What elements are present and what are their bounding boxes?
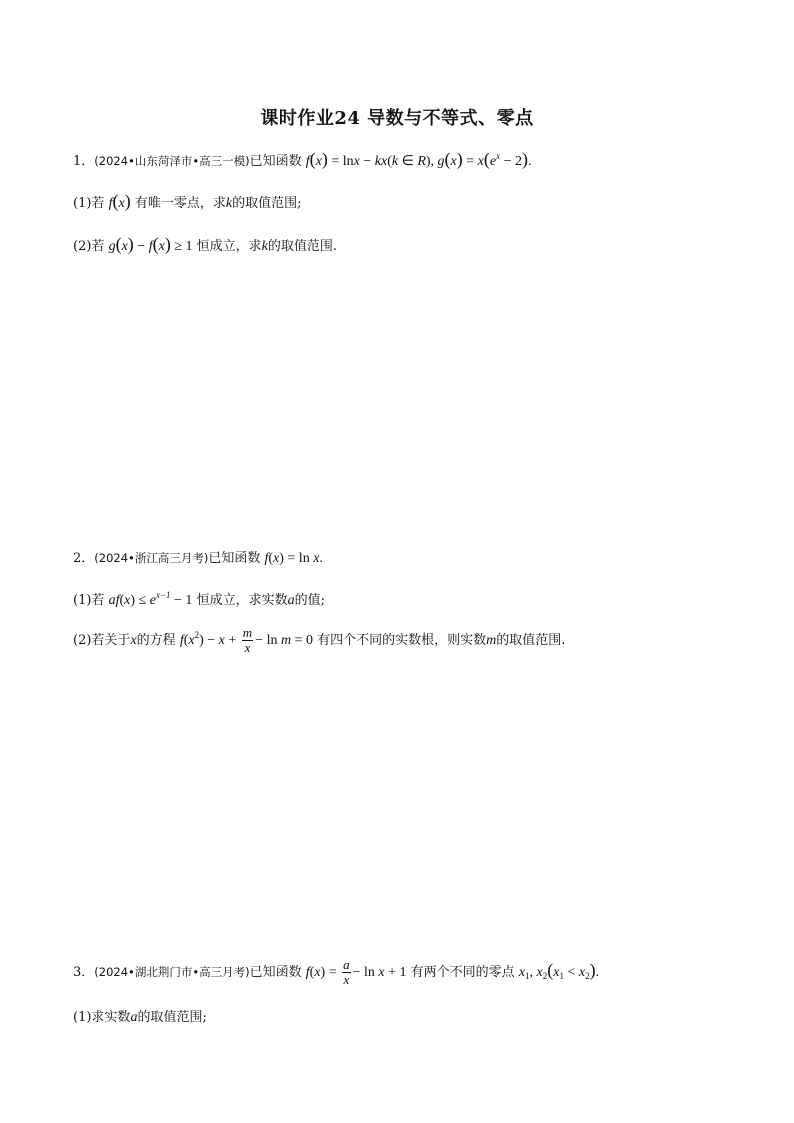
problem-1-source: (2024•山东菏泽市•高三一模)	[94, 154, 250, 168]
part-text: 的方程	[136, 633, 176, 648]
fraction: $\frac{m}{x}$	[242, 625, 253, 655]
math-formula: $f(x^2) - x$ + $\frac{m}{x}$ − ln m = 0	[179, 625, 313, 655]
problem-2-stem-text: 已知函数	[208, 551, 261, 566]
math-formula: f(x)	[108, 191, 131, 211]
part-label: (2)	[73, 239, 92, 254]
math-formula: f(x) = ln x.	[264, 551, 323, 566]
problem-2-source: (2024•浙江高三月考)	[94, 551, 209, 565]
part-label: (1)	[73, 196, 92, 211]
problem-3-number: 3．	[73, 965, 95, 980]
part-text: 恒成立，求	[196, 239, 262, 254]
problem-1-number: 1．	[73, 154, 95, 169]
problem-1-stem	[73, 146, 532, 172]
part-text: 若关于	[91, 633, 131, 648]
problem-1-stem-text: 已知函数	[249, 154, 302, 169]
math-formula: $x_1$, $x_2(x_1 < x_2)$.	[518, 960, 600, 981]
problem-2-stem	[73, 548, 323, 569]
math-formula: f(x) = $\frac{a}{x}$ − ln x + 1	[305, 957, 407, 987]
math-var: k	[225, 196, 233, 211]
part-text: 求实数	[91, 1010, 131, 1025]
math-formula: f(x) = lnx − kx(k ∈ R), $g(x) = x(e^x - 2)$.	[305, 149, 532, 169]
problem-3-source: (2024•湖北荆门市•高三月考)	[94, 965, 250, 979]
part-text: 有唯一零点，求	[134, 196, 226, 211]
problem-2-number: 2．	[73, 551, 95, 566]
part-label: (1)	[73, 1010, 92, 1025]
problem-2-part-1	[73, 585, 325, 611]
part-text: 的值;	[294, 593, 325, 608]
part-label: (1)	[73, 593, 92, 608]
part-text: 恒成立，求实数	[196, 593, 288, 608]
part-text: 若	[91, 593, 105, 608]
part-text: 若	[91, 196, 105, 211]
math-var: k	[261, 239, 268, 254]
math-var: a	[287, 593, 295, 608]
page-title: 课时作业24 导数与不等式、零点	[260, 108, 534, 129]
math-formula: g(x) − f(x) ≥ 1	[108, 234, 193, 254]
math-formula: $af(x) \le e^{x-1} - 1$	[108, 590, 193, 608]
math-var: m	[486, 633, 497, 648]
part-label: (2)	[73, 633, 92, 648]
part-text: 的取值范围.	[267, 239, 338, 254]
part-text: 的取值范围;	[232, 196, 302, 211]
problem-1-part-1	[73, 191, 301, 214]
problem-2-part-2	[73, 625, 565, 655]
problem-3-part-1	[73, 1008, 207, 1028]
part-text: 的取值范围;	[137, 1010, 207, 1025]
math-var: a	[130, 1010, 138, 1025]
math-var: x	[130, 633, 137, 648]
problem-1-part-2	[73, 234, 337, 257]
stem-tail: 有两个不同的零点	[410, 965, 515, 980]
part-text: 若	[91, 239, 105, 254]
part-text: 的取值范围.	[496, 633, 566, 648]
problem-3-stem	[73, 958, 599, 987]
part-text: 有四个不同的实数根，则实数	[317, 633, 487, 648]
problem-3-stem-text: 已知函数	[249, 965, 302, 980]
fraction: $\frac{a}{x}$	[343, 957, 350, 987]
